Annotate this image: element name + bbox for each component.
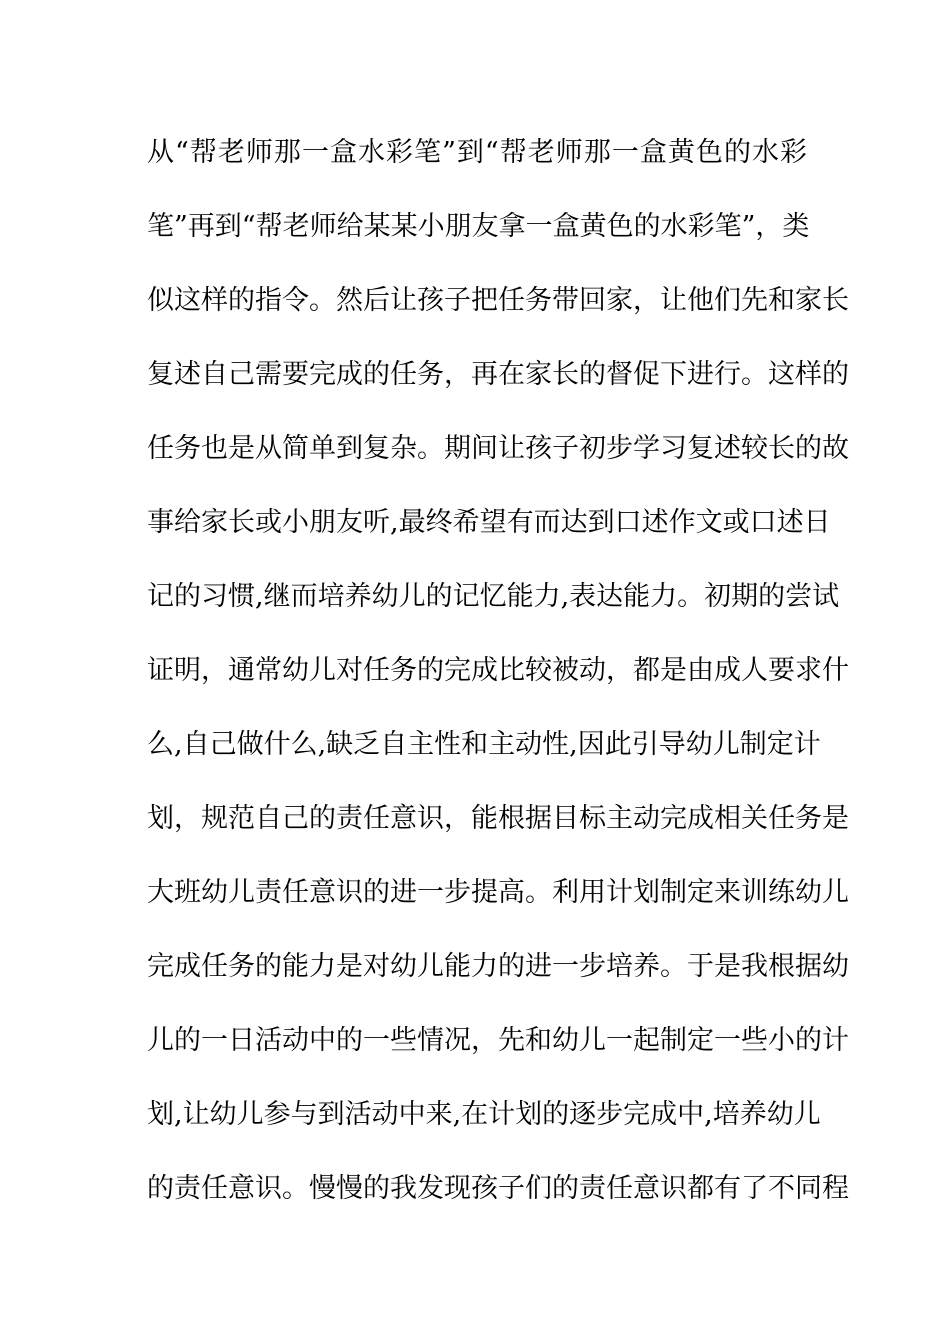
text-line: 证明，通常幼儿对任务的完成比较被动，都是由成人要求什 xyxy=(147,655,849,686)
text-line: 大班幼儿责任意识的进一步提高。利用计划制定来训练幼儿 xyxy=(147,877,849,908)
text-line: 笔”再到“帮老师给某某小朋友拿一盒黄色的水彩笔”，类 xyxy=(147,211,810,242)
text-line: 划,让幼儿参与到活动中来,在计划的逐步完成中,培养幼儿 xyxy=(147,1099,821,1130)
text-line: 记的习惯,继而培养幼儿的记忆能力,表达能力。初期的尝试 xyxy=(147,581,840,612)
text-line: 完成任务的能力是对幼儿能力的进一步培养。于是我根据幼 xyxy=(147,951,849,982)
text-line: 复述自己需要完成的任务，再在家长的督促下进行。这样的 xyxy=(147,359,849,390)
text-line: 任务也是从简单到复杂。期间让孩子初步学习复述较长的故 xyxy=(147,433,849,464)
text-line: 从“帮老师那一盒水彩笔”到“帮老师那一盒黄色的水彩 xyxy=(147,137,807,168)
text-line: 儿的一日活动中的一些情况，先和幼儿一起制定一些小的计 xyxy=(147,1025,849,1056)
text-line: 事给家长或小朋友听,最终希望有而达到口述作文或口述日 xyxy=(147,507,831,538)
text-line: 划，规范自己的责任意识，能根据目标主动完成相关任务是 xyxy=(147,803,849,834)
text-line: 的责任意识。慢慢的我发现孩子们的责任意识都有了不同程 xyxy=(147,1173,849,1204)
body-text xyxy=(147,127,849,1237)
text-line: 似这样的指令。然后让孩子把任务带回家，让他们先和家长 xyxy=(147,285,849,316)
text-line: 么,自己做什么,缺乏自主性和主动性,因此引导幼儿制定计 xyxy=(147,729,821,760)
